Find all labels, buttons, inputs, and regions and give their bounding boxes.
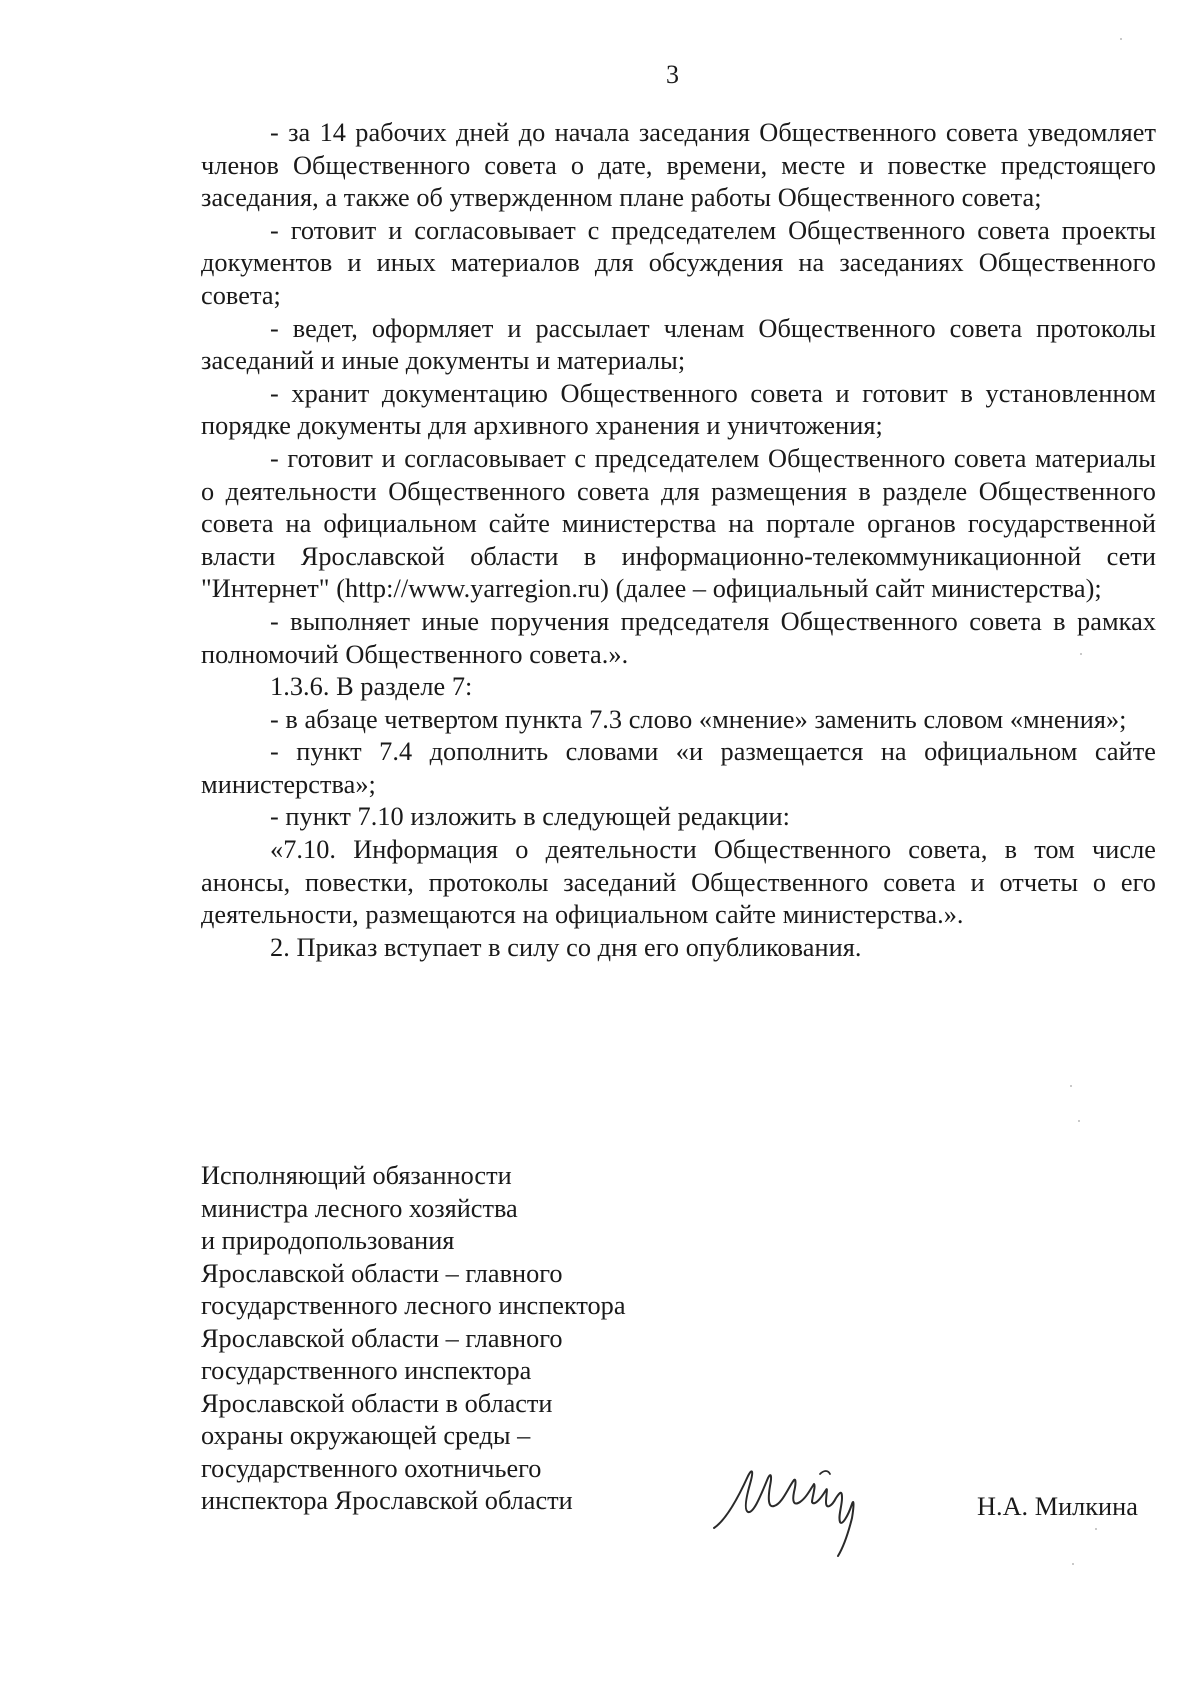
paragraph-secretary-sends-protocols: - ведет, оформляет и рассылает членам Общественного совета протоколы заседаний и иные документы и материалы; [201, 313, 1156, 376]
signatory-position-line: министра лесного хозяйства [201, 1193, 518, 1223]
signatory-position-line: государственного лесного инспектора [201, 1291, 626, 1320]
paragraph-item-7-3: - в абзаце четвертом пункта 7.3 слово «мнение» заменить словом «мнения»; [270, 704, 1127, 734]
paragraph-item-7-10-intro: - пункт 7.10 изложить в следующей редакции: [270, 802, 790, 832]
paragraph-item-7-10-text: «7.10. Информация о деятельности Общественного совета, в том числе анонсы, повестки, протоколы заседаний Общественного совета и отчеты о его деятельности, размещаются на официальном сайте министерства.». [201, 835, 1156, 930]
signatory-position-line: Ярославской области – главного [201, 1323, 563, 1353]
signatory-position-line: государственного инспектора [201, 1356, 532, 1385]
signatory-position-line: Ярославской области – главного [201, 1258, 563, 1288]
paragraph-section-7-heading: 1.3.6. В разделе 7: [270, 672, 473, 702]
signatory-position [201, 1160, 721, 1518]
scan-speck [1095, 1528, 1097, 1530]
signatory-position-line: охраны окружающей среды – [201, 1421, 531, 1450]
signer-name: Н.А. Милкина [977, 1492, 1138, 1521]
scan-speck [1080, 653, 1082, 655]
paragraph-secretary-notifies: - за 14 рабочих дней до начала заседания Общественного совета уведомляет членов Общественного совета о дате, времени, месте и повестке предстоящего заседания, а также об утвержденном плане работы Общественного совета; [201, 118, 1156, 213]
signatory-position-line: государственного охотничьего [201, 1453, 542, 1483]
paragraph-order-effective: 2. Приказ вступает в силу со дня его опубликования. [270, 932, 862, 962]
paragraph-secretary-stores-documentation: - хранит документацию Общественного совета и готовит в установленном порядке документы для архивного хранения и уничтожения; [201, 378, 1156, 441]
paragraph-secretary-publishes-materials: - готовит и согласовывает с председателем Общественного совета материалы о деятельности Общественного совета для размещения в разделе Общественного совета на официальном сайте министерства на портале органов государственной власти Ярославской области в информационно-телекоммуникационной сети "Интернет" (http://www.yarregion.ru) (далее – официальный сайт министерства); [201, 443, 1156, 604]
scan-speck [1072, 1563, 1074, 1565]
scan-speck [1070, 1085, 1072, 1087]
paragraph-item-7-4: - пункт 7.4 дополнить словами «и размещается на официальном сайте министерства»; [201, 737, 1156, 799]
document-body [201, 117, 1156, 964]
scan-speck [1120, 38, 1122, 40]
signatory-position-line: Ярославской области в области [201, 1388, 553, 1418]
handwritten-signature [708, 1440, 888, 1560]
signatory-position-line: Исполняющий обязанности [201, 1161, 512, 1190]
signatory-position-line: и природопользования [201, 1226, 455, 1255]
paragraph-secretary-other-duties: - выполняет иные поручения председателя Общественного совета в рамках полномочий Общественного совета.». [201, 606, 1156, 669]
signatory-position-line: инспектора Ярославской области [201, 1486, 573, 1515]
page-number: 3 [666, 60, 679, 89]
paragraph-secretary-prepares-documents: - готовит и согласовывает с председателем Общественного совета проекты документов и иных материалов для обсуждения на заседаниях Общественного совета; [201, 215, 1156, 310]
scan-speck [1078, 1120, 1080, 1122]
